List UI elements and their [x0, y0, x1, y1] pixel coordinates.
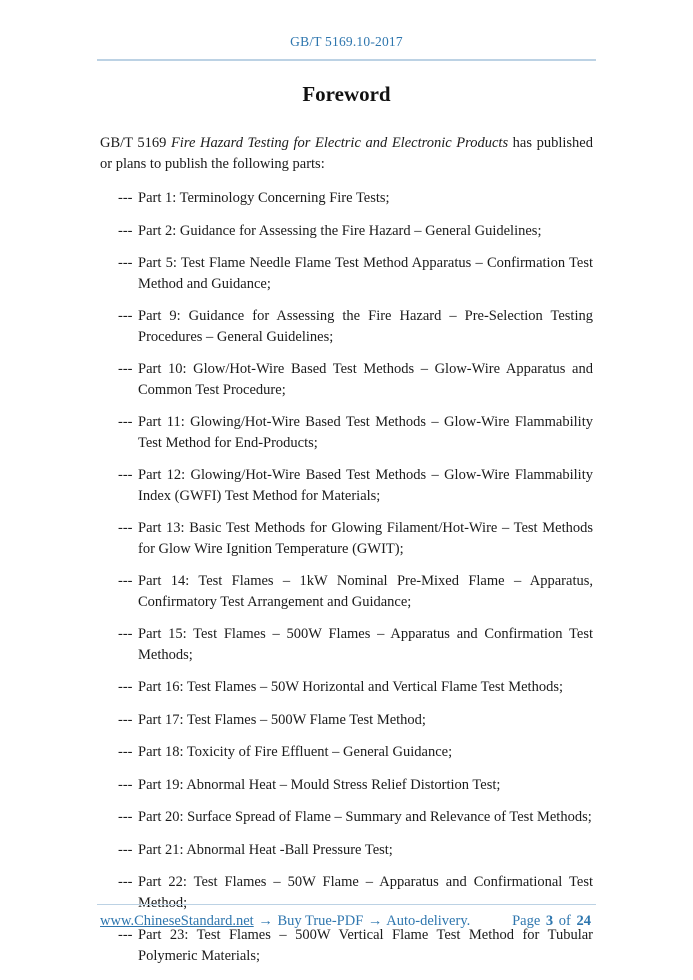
footer-divider: [97, 904, 596, 905]
part-list-item: [100, 221, 593, 242]
page-indicator: [512, 913, 593, 930]
part-list-item: [100, 465, 593, 506]
dash-marker: ---: [118, 744, 133, 760]
doc-number: GB/T 5169.10-2017: [290, 34, 403, 49]
part-list-item: [100, 624, 593, 665]
arrow-icon: →: [258, 913, 273, 929]
dash-marker: ---: [118, 776, 133, 793]
dash-marker: ---: [118, 874, 133, 890]
dash-marker: ---: [118, 809, 133, 825]
part-text: Part 5: Test Flame Needle Flame Test Method Apparatus – Confirmation Test Method and Guidance;: [138, 255, 593, 292]
dash-marker: ---: [118, 361, 133, 377]
part-text: Part 12: Glowing/Hot-Wire Based Test Methods – Glow-Wire Flammability Index (GWFI) Test Method for Materials;: [138, 467, 593, 504]
part-list-item: [100, 710, 593, 731]
dash-marker: ---: [118, 255, 133, 271]
dash-marker: ---: [118, 520, 133, 536]
part-list-item: [100, 518, 593, 559]
dash-marker: ---: [118, 927, 133, 943]
part-list-item: [100, 742, 593, 763]
intro-prefix: GB/T 5169: [100, 135, 171, 151]
header-divider: [97, 59, 596, 61]
page-number: 3: [545, 913, 554, 929]
dash-marker: ---: [118, 222, 133, 239]
part-text: Part 22: Test Flames – 50W Flame – Apparatus and Confirmational Test Method;: [138, 874, 593, 911]
part-list-item: [100, 925, 593, 966]
part-text: Part 13: Basic Test Methods for Glowing Filament/Hot-Wire – Test Methods for Glow Wire Ignition Temperature (GWIT);: [138, 520, 593, 557]
intro-suffix: has published or plans to publish the following parts:: [100, 135, 593, 172]
part-list-item: [100, 253, 593, 294]
part-text: Part 18: Toxicity of Fire Effluent – General Guidance;: [138, 744, 453, 760]
parts-list: [100, 188, 593, 966]
part-text: Part 16: Test Flames – 50W Horizontal and Vertical Flame Test Methods;: [138, 679, 563, 695]
series-title: Fire Hazard Testing for Electric and Electronic Products: [170, 135, 509, 151]
dash-marker: ---: [118, 414, 133, 430]
document-body: [100, 82, 593, 978]
part-list-item: [100, 775, 593, 796]
part-list-item: [100, 807, 593, 828]
part-text: Part 2: Guidance for Assessing the Fire Hazard – General Guidelines;: [138, 222, 542, 239]
dash-marker: ---: [118, 308, 133, 324]
footer-promo: [100, 913, 470, 930]
part-list-item: [100, 677, 593, 698]
arrow-icon: →: [367, 913, 383, 929]
part-text: Part 10: Glow/Hot-Wire Based Test Methods – Glow-Wire Apparatus and Common Test Procedure;: [138, 361, 593, 398]
site-link[interactable]: www.ChineseStandard.net: [100, 913, 254, 929]
part-text: Part 11: Glowing/Hot-Wire Based Test Methods – Glow-Wire Flammability Test Method for End-Products;: [138, 414, 593, 451]
part-list-item: [100, 840, 593, 861]
part-list-item: [100, 571, 593, 612]
part-text: Part 19: Abnormal Heat – Mould Stress Relief Distortion Test;: [138, 776, 501, 793]
dash-marker: ---: [118, 467, 133, 483]
dash-marker: ---: [118, 190, 133, 206]
part-text: Part 1: Terminology Concerning Fire Tests;: [138, 190, 390, 206]
part-list-item: [100, 872, 593, 913]
part-list-item: [100, 306, 593, 347]
delivery-text: Auto-delivery.: [386, 913, 471, 929]
part-text: Part 14: Test Flames – 1kW Nominal Pre-Mixed Flame – Apparatus, Confirmatory Test Arrangement and Guidance;: [138, 573, 593, 610]
page-header: [0, 34, 693, 50]
dash-marker: ---: [118, 711, 133, 728]
total-pages: 24: [576, 913, 591, 929]
page-label: Page: [512, 913, 541, 929]
dash-marker: ---: [118, 841, 133, 858]
part-text: Part 17: Test Flames – 500W Flame Test Method;: [138, 711, 426, 728]
dash-marker: ---: [118, 626, 133, 642]
of-label: of: [558, 913, 571, 929]
page-title: Foreword: [302, 82, 391, 106]
part-text: Part 21: Abnormal Heat -Ball Pressure Test;: [138, 841, 393, 858]
part-text: Part 15: Test Flames – 500W Flames – Apparatus and Confirmation Test Methods;: [138, 626, 593, 663]
part-text: Part 9: Guidance for Assessing the Fire Hazard – Pre-Selection Testing Procedures – General Guidelines;: [138, 308, 593, 345]
buy-text: Buy True-PDF: [277, 913, 364, 929]
page-footer: [100, 913, 593, 930]
intro-paragraph: [100, 133, 593, 175]
part-text: Part 20: Surface Spread of Flame – Summary and Relevance of Test Methods;: [138, 809, 592, 825]
dash-marker: ---: [118, 573, 133, 589]
part-list-item: [100, 188, 593, 209]
part-list-item: [100, 359, 593, 400]
dash-marker: ---: [118, 679, 133, 695]
part-text: Part 23: Test Flames – 500W Vertical Flame Test Method for Tubular Polymeric Materials;: [138, 927, 593, 964]
part-list-item: [100, 412, 593, 453]
